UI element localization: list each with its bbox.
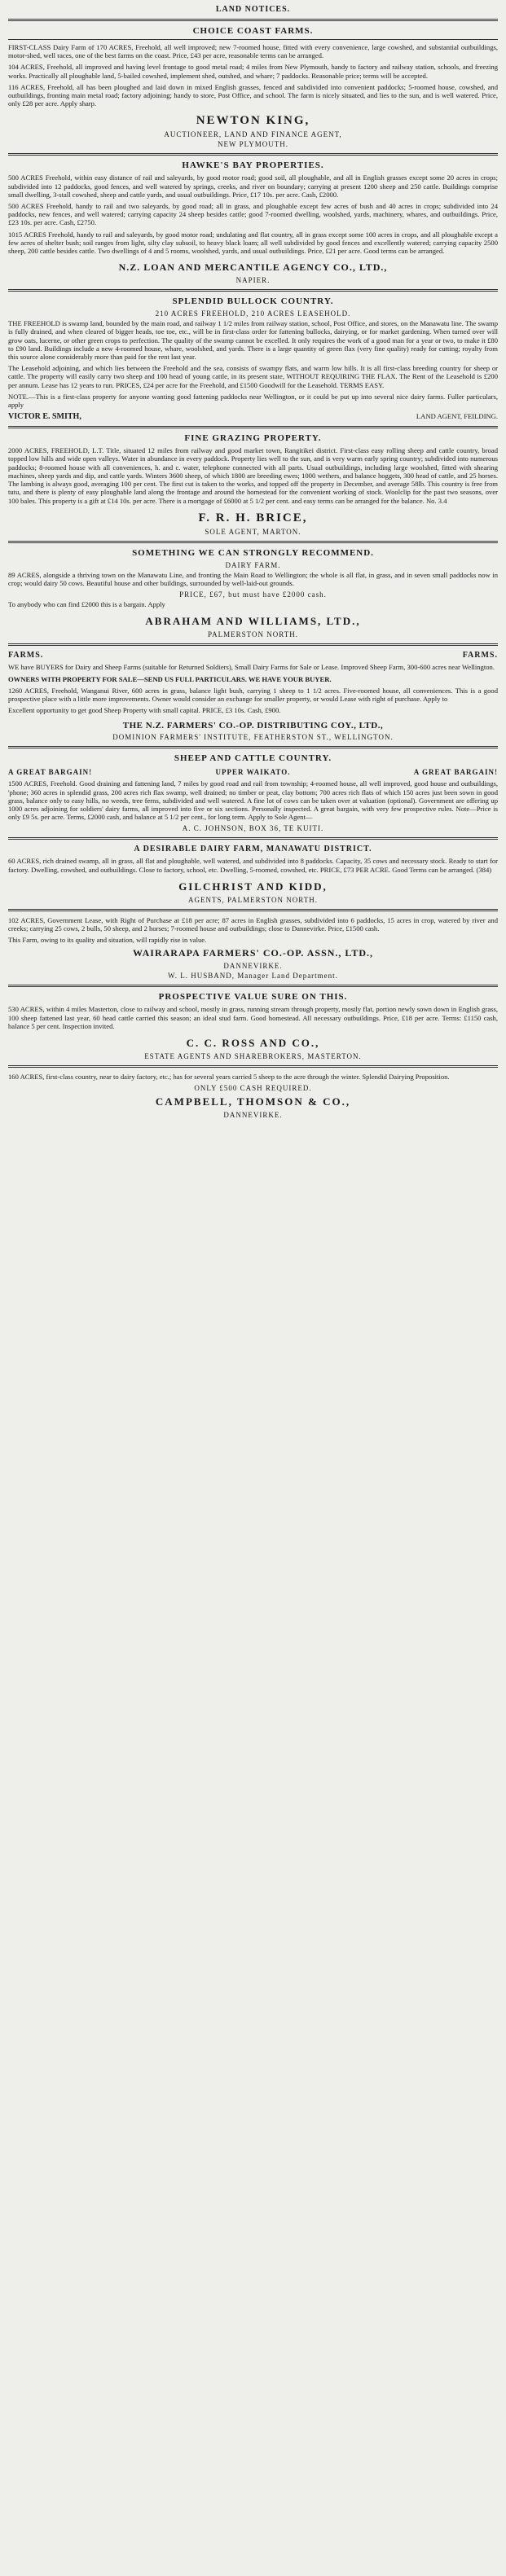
ad-title-center: UPPER WAIKATO. [215, 768, 291, 777]
ad-paragraph: 60 ACRES, rich drained swamp, all in grass, all flat and ploughable, well watered, and subdivided into 8 paddocks. Capacity, 35 cows and necessary stock. Ready to start for factory. Dwelling, cowshed, and outbuildings. Close to factory, school, etc. Dwelling, 5-roomed, cowshed, etc. PRICE, £73 PER ACRE. Good Terms can be arranged. (384) [8, 857, 498, 874]
ad-paragraph: 116 ACRES, Freehold, all has been ploughed and laid down in mixed English grasses, fenced and subdivided into convenient paddocks; 5-roomed house, cowshed, and outbuildings, fronting main metal road; factory adjoining; handy to store, Post Office, and school. The farm is nicely situated, and lies to the sun, and is well watered. Price, only £28 per acre. Apply sharp. [8, 82, 498, 108]
ad-title: SPLENDID BULLOCK COUNTRY. [172, 296, 334, 307]
land-notices-page [0, 0, 506, 1119]
ad-paragraph: 89 ACRES, alongside a thriving town on the Manawatu Line, and fronting the Main Road to Wellington; the whole is all flat, in grass, and in seven small paddocks now in crop; would dairy 50 cows. Beautiful house and other buildings, surrounded by well-laid-out grounds. [8, 570, 498, 587]
ad-dairying-proposition [8, 1073, 498, 1119]
ad-paragraph: Excellent opportunity to get good Sheep Property with small capital. PRICE, £3 10s. Cash, £900. [8, 706, 281, 715]
ad-paragraph: THE FREEHOLD is swamp land, bounded by the main road, and railway 1 1/2 miles from railway station, school, Post Office, and stores, on the Manawatu line. The swamp is fully drained, and when cleared of bigger heads, toe toe, etc., will be in first-class order for fattening bullocks, dairying, or for market gardening. When turned over will grow oats, lucerne, or other green crops to perfection. The quality of the swamp cannot be excelled. It only requires the work of a good man for a year or two, to make it £80 to £90 land. Buildings include a new 4-roomed house, whare, woolshed, and yards. There is a large quantity of green flax (very fine quality) ready for cutting; royalty from this source alone considerably more than paid for the rent last year. [8, 319, 498, 362]
agent-signature [8, 412, 498, 421]
ad-manawatu-dairy-farm [8, 845, 498, 903]
agent-name: WAIRARAPA FARMERS' CO.-OP. ASSN., LTD., [132, 947, 374, 959]
ad-dairy-farm-recommend [8, 548, 498, 639]
divider [8, 837, 498, 840]
agent-name: NEWTON KING, [196, 114, 310, 128]
ad-paragraph: 160 ACRES, first-class country, near to dairy factory, etc.; has for several years carried 5 sheep to the acre through the winter. Splendid Dairying Proposition. [8, 1072, 450, 1081]
ad-paragraph: 1260 ACRES, Freehold, Wanganui River, 600 acres in grass, balance light bush, carrying 1 sheep to 1 1/2 acres. Five-roomed house, all conveniences. This is a good prospective place with a little more improvements. Owner would consider an exchange for smaller property, or would Lease with right of purchase. Apply to [8, 686, 498, 703]
divider [8, 541, 498, 543]
ad-subtitle: DAIRY FARM. [225, 560, 281, 569]
ad-paragraph: 2000 ACRES, FREEHOLD, L.T. Title, situated 12 miles from railway and good market town, Rangitikei district. First-class easy rolling sheep and cattle country, broad topped low hills and wide open valleys. Water in abundance in every paddock. Property lies well to the sun, and is very warm early spring country; subdivided into numerous paddocks; 8-roomed house with all conveniences, h. and c. water, telephone connected with all parts. Usual outbuildings, including large woolshed, fitted with shearing machines, sheep yards and dip, and cattle yards. Winters 3600 sheep, of which 1800 are breeding ewes; 1000 wethers, and balance hoggets, 300 head of cattle, and 25 horses. The lambing is always good, averaging 100 per cent. The first cut is taken to the works, and topped off the property in December, and average 58lb. This country is free from tutu, and there is plenty of easy ploughable land along the frontage and around the homestead for the convenient working of stock. Woolclip for the past two seasons, over 100 bales. This property is a gift at £14 10s. per acre. There is a mortgage of £6000 at 5 1/2 per cent. and easy terms can be arranged for the balance. No. 3.4 [8, 446, 498, 505]
ad-title: A DESIRABLE DAIRY FARM, MANAWATU DISTRICT. [134, 845, 372, 854]
ad-paragraph: 102 ACRES, Government Lease, with Right of Purchase at £18 per acre; 87 acres in English grasses, subdivided into 6 paddocks, 15 acres in crop, watered by river and creeks; carrying 25 cows, 2 bulls, 50 sheep, and 2 horses; 7-roomed house and outbuildings; close to Dannevirke. Price, £1500 cash. [8, 915, 498, 933]
ad-paragraph: To anybody who can find £2000 this is a bargain. Apply [8, 600, 165, 609]
divider [8, 1065, 498, 1068]
divider [8, 643, 498, 646]
agent-subtitle: DOMINION FARMERS' INSTITUTE, FEATHERSTON ST., WELLINGTON. [112, 733, 394, 742]
ad-hawkes-bay-properties [8, 160, 498, 284]
agent-name: F. R. H. BRICE, [198, 511, 308, 524]
ad-title-left: A GREAT BARGAIN! [8, 768, 93, 777]
agent-name: C. C. ROSS AND CO., [186, 1036, 320, 1049]
page-header: LAND NOTICES. [215, 5, 291, 14]
agent-name: GILCHRIST AND KIDD, [178, 880, 328, 893]
divider [8, 746, 498, 748]
agent-subtitle: SOLE AGENT, MARTON. [205, 527, 301, 536]
agent-subtitle: ESTATE AGENTS AND SHAREBROKERS, MASTERTON. [144, 1051, 362, 1060]
divider [8, 909, 498, 911]
ad-title: SOMETHING WE CAN STRONGLY RECOMMEND. [132, 547, 374, 558]
ad-title-row [8, 768, 498, 776]
agent-location: PALMERSTON NORTH. [208, 630, 298, 639]
agent-name: THE N.Z. FARMERS' CO.-OP. DISTRIBUTING COY., LTD., [122, 721, 384, 731]
divider [8, 426, 498, 428]
ad-paragraph: FIRST-CLASS Dairy Farm of 170 ACRES, Freehold, all well improved; new 7-roomed house, fitted with every convenience, large cowshed, and substantial outbuildings, motor-shed, well races, one of the best farms on the coast. Price, £43 per acre, reasonable terms can be arranged. [8, 43, 498, 60]
agent-location: DANNEVIRKE. [223, 1111, 283, 1120]
ad-price: PRICE, £67, but must have £2000 cash. [179, 590, 327, 599]
ad-title: FINE GRAZING PROPERTY. [184, 433, 322, 444]
ad-paragraph: 1500 ACRES, Freehold. Good draining and fattening land, 7 miles by good road and rail from township; 4-roomed house, all well improved, good house and outbuildings, 'phone; 360 acres in splendid grass, 200 acres rich flax swamp, well drained; no timber or peat, clay bottom; 700 acres rich flats of which 150 acres just been sown in good grass, balance only to easy hills, no weeds, tree ferns, subdivided and well watered. A fine lot of cows can be taken over at valuation (optional). Government are offering up 1000 acres adjoining for soldiers' dairy farms, all improved into five or six sections. Personally inspected. A great bargain, with very few prospective rules. Note—Price is only £9 5s. per acre. Terms, £2000 cash, and balance at 5 1/2 per cent., for long term. Apply to Sole Agent— [8, 779, 498, 822]
ad-prospective-value [8, 992, 498, 1060]
agent-subtitle: AUCTIONEER, LAND AND FINANCE AGENT, [164, 130, 342, 139]
agent-subtitle: LAND AGENT, FEILDING. [416, 412, 498, 421]
agent-name: VICTOR E. SMITH, [8, 412, 81, 422]
agent-subtitle: W. L. HUSBAND, Manager Land Department. [168, 972, 338, 981]
divider [8, 153, 498, 156]
divider [8, 39, 498, 40]
ad-paragraph: The Leasehold adjoining, and which lies between the Freehold and the sea, consists of swampy flats, and warm low hills. It is all first-class breeding country for sheep or cattle. The property will easily carry two sheep and 100 head of young cattle, in its present state, WITHOUT REQUIRING THE FLAX. The Rent of the Leasehold is £200 per annum. Lease has 12 years to run. PRICES, £24 per acre for the Freehold, and £1500 Goodwill for the Leasehold. TERMS EASY. [8, 364, 498, 389]
ad-paragraph: WE have BUYERS for Dairy and Sheep Farms (suitable for Returned Soldiers), Small Dairy Farms for Sale or Lease. Improved Sheep Farm, 300-600 acres near Wellington. [8, 663, 495, 672]
ad-title-right: A GREAT BARGAIN! [413, 768, 498, 777]
agent-name: ABRAHAM AND WILLIAMS, LTD., [145, 615, 361, 628]
ad-paragraph: 530 ACRES, within 4 miles Masterton, close to railway and school, mostly in grass, running stream through property, mostly flat, portion newly sown down in English grass, 100 sheep fattened last year, 60 head cattle carried this season; an ideal stud farm. Good homestead. All necessary outbuildings. Price, £18 per acre. Terms: £1150 cash, balance 5 per cent. Inspection invited. [8, 1005, 498, 1030]
ad-title: CHOICE COAST FARMS. [192, 26, 314, 36]
ad-title-row [8, 651, 498, 660]
agent-location: DANNEVIRKE. [223, 962, 283, 971]
agent-location: NAPIER. [235, 276, 271, 285]
agent-name: A. C. JOHNSON, BOX 36, TE KUITI. [182, 824, 324, 833]
ad-government-lease [8, 916, 498, 981]
ad-title-right: FARMS. [462, 651, 498, 660]
ad-paragraph: 1015 ACRES Freehold, handy to rail and saleyards, by good motor road; undulating and flat country, all in grass except some 100 acres in crops, and all ploughable except a few acres of shelter bush; soil ranges from light, silty clay subsoil, to heavy black loam; all well subdivided by good fences and excellently watered; carrying capacity 2500 sheep, 200 cattle besides cattle. Two dwellings of 4 and 5 rooms, woolshed, yards, and usual outbuildings. Price, £21 per acre. Good terms can be arranged. [8, 230, 498, 256]
agent-subtitle: AGENTS, PALMERSTON NORTH. [188, 895, 318, 904]
ad-paragraph: 104 ACRES, Freehold, all improved and having level frontage to good metal road; 4 miles from New Plymouth, handy to factory and railway station, schools, and freezing works. Practically all ploughable land, 5-bailed cowshed, implement shed, outshed, and whare; 7 paddocks. Reasonable price; terms will be accepted. [8, 63, 498, 80]
ad-paragraph: NOTE.—This is a first-class property for anyone wanting good fattening paddocks near Wellington, or it could be put up into several nice dairy farms. Fuller particulars, apply [8, 392, 498, 410]
agent-name: CAMPBELL, THOMSON & CO., [155, 1095, 351, 1108]
ad-title: SHEEP AND CATTLE COUNTRY. [174, 753, 332, 764]
ad-splendid-bullock-country [8, 296, 498, 421]
ad-farms-buyers [8, 651, 498, 741]
agent-location: NEW PLYMOUTH. [218, 140, 288, 149]
ad-sheep-cattle-country [8, 753, 498, 832]
ad-choice-coast-farms [8, 26, 498, 148]
ad-subtitle: 210 ACRES FREEHOLD, 210 ACRES LEASEHOLD. [155, 309, 351, 318]
ad-title-left: FARMS. [8, 651, 44, 660]
ad-price: ONLY £500 CASH REQUIRED. [194, 1084, 312, 1093]
ad-paragraph: This Farm, owing to its quality and situation, will rapidly rise in value. [8, 936, 207, 945]
ad-paragraph: 500 ACRES Freehold, within easy distance of rail and saleyards, by good motor road; good soil, all ploughable, and all in English grasses except some 20 acres in crops; subdivided into 12 paddocks, good fences, and well watered by springs, creeks, and river on boundary; carrying at present 1200 sheep and 250 cattle. Buildings comprise small dwelling, 3-stall cowshed, sheep and cattle yards, and usual outbuildings. Price, £17 10s. per acre. Cash, £2000. [8, 173, 498, 199]
divider [8, 985, 498, 987]
ad-paragraph: OWNERS WITH PROPERTY FOR SALE—SEND US FULL PARTICULARS. WE HAVE YOUR BUYER. [8, 674, 332, 683]
ad-title: PROSPECTIVE VALUE SURE ON THIS. [158, 992, 348, 1003]
divider [8, 19, 498, 21]
ad-paragraph: 500 ACRES Freehold, handy to rail and two saleyards, by good road; all in grass, and ploughable except few acres of bush and 40 acres in crops; subdivided into 24 paddocks, new fences, and well watered; carrying capacity 24 sheep besides cattle; good 7-roomed dwelling, woolshed, yards, machinery, whares, and outbuildings. Price, £23 10s. per acre. Cash, £2750. [8, 202, 498, 227]
agent-name: N.Z. LOAN AND MERCANTILE AGENCY CO., LTD., [118, 261, 388, 274]
divider [8, 289, 498, 292]
ad-fine-grazing-property [8, 433, 498, 535]
ad-title: HAWKE'S BAY PROPERTIES. [182, 160, 324, 171]
